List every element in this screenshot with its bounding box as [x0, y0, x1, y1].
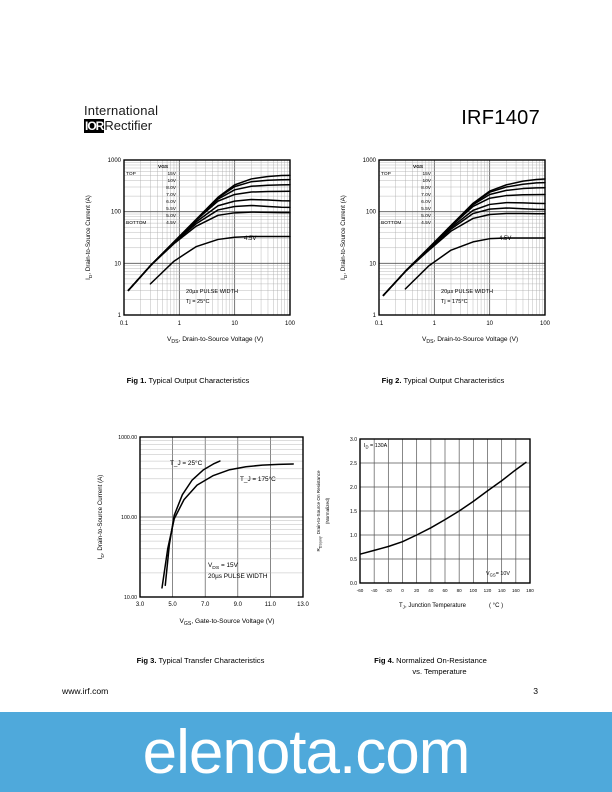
fig3-plot — [97, 435, 309, 627]
fig2-xtick: 1 — [432, 321, 437, 327]
fig2-legend-top: TOP — [381, 172, 391, 177]
fig1-annotation: Tj = 25°C — [186, 299, 210, 305]
fig1-legend-entry: 5.5V — [166, 207, 176, 212]
footer-page-number: 3 — [533, 686, 538, 696]
fig1-ytick: 1000 — [107, 158, 121, 164]
fig1-series — [128, 200, 290, 291]
fig1-xlabel: $V_{DS}$, Drain-to-Source Voltage (V) — [167, 336, 264, 345]
fig2-legend-entry: 5.5V — [421, 207, 431, 212]
fig4-xtick: -20 — [385, 588, 392, 593]
fig4-xtick: 80 — [456, 588, 462, 593]
logo-text-rectifier — [84, 118, 234, 134]
fig1-xtick: 10 — [231, 321, 239, 327]
fig4-caption-title2: vs. Temperature — [412, 667, 467, 676]
fig4-ylabel-line2: (Normalized) — [325, 497, 330, 525]
fig3-xtick: 3.0 — [135, 602, 145, 608]
watermark-text: elenota.com — [142, 717, 470, 787]
fig1-legend-entry: 7.0V — [166, 193, 176, 198]
fig2-annotation: 20µs PULSE WIDTH — [441, 289, 494, 295]
fig2-ylabel: $I_D$, Drain-to-Source Current (A) — [340, 195, 349, 280]
fig4-xtick: 180 — [526, 588, 534, 593]
fig3-xtick: 13.0 — [297, 602, 309, 608]
fig1-xtick: 0.1 — [119, 321, 129, 327]
fig3-chart — [88, 425, 313, 640]
fig1-series — [128, 175, 290, 290]
fig4-annotation-id: $I_D = 130A$ — [364, 443, 388, 450]
fig1-annotation: 20µs PULSE WIDTH — [186, 289, 239, 295]
fig3-xtick: 11.0 — [264, 602, 277, 608]
fig1-ylabel: $I_D$, Drain-to-Source Current (A) — [85, 195, 94, 280]
fig4-ylabel: $R_{DS(on)}$, Drain-to-Source On Resistance — [316, 470, 323, 552]
fig1-plot — [85, 158, 296, 345]
watermark-banner — [0, 712, 612, 792]
fig1-legend-entry: 4.5V — [166, 221, 176, 226]
fig4-chart — [308, 425, 543, 640]
fig2-xtick: 0.1 — [374, 321, 384, 327]
fig1-series — [128, 212, 290, 290]
fig4-xtick: -60 — [356, 588, 364, 593]
fig4-plot — [316, 437, 534, 610]
fig3-curve-label: T_J = 175°C — [240, 476, 276, 483]
fig2-legend-entry: 10V — [422, 179, 431, 184]
fig2-series — [383, 179, 545, 295]
fig4-xlabel-unit: ( °C ) — [489, 603, 504, 609]
fig2-legend-title: VGS — [413, 165, 424, 170]
fig4-xtick: 120 — [483, 588, 492, 593]
fig4-ytick: 1.5 — [350, 509, 357, 515]
fig2-legend-entry: 7.0V — [421, 193, 431, 198]
fig2-ytick: 10 — [369, 261, 376, 268]
fig2-plot — [340, 158, 551, 345]
fig3-ytick: 1000.00 — [118, 435, 137, 441]
fig2-legend-entry: 8.0V — [421, 186, 431, 191]
fig1-ytick: 10 — [114, 261, 121, 268]
fig1-xtick: 1 — [177, 321, 182, 327]
figure-2 — [333, 150, 553, 355]
logo-mark-ior: IOR — [85, 119, 104, 133]
fig4-ytick: 2.5 — [350, 461, 357, 467]
fig1-xtick: 100 — [284, 321, 296, 327]
fig2-legend-entry: 6.0V — [421, 200, 431, 205]
fig3-xlabel: $V_{GS}$, Gate-to-Source Voltage (V) — [179, 618, 275, 627]
fig2-caption — [333, 375, 553, 386]
fig2-series — [383, 214, 545, 296]
fig4-annotation-vgs: $V_{GS}= 10V$ — [486, 571, 510, 578]
fig2-xtick: 10 — [486, 321, 494, 327]
fig3-ylabel: $I_D$, Drain-to-Source Current (A) — [97, 474, 106, 560]
fig4-xtick: 20 — [414, 588, 420, 593]
fig1-legend-entry: 15V — [167, 172, 176, 177]
fig3-annotation-vds: $V_{DS} = 15V$ — [208, 562, 238, 571]
fig3-caption-label: Fig 3. — [136, 656, 157, 665]
fig3-caption-title: Typical Transfer Characteristics — [158, 656, 265, 665]
fig1-chart — [78, 150, 298, 355]
fig2-series — [383, 208, 545, 295]
fig1-legend-title: VGS — [158, 165, 169, 170]
fig4-ytick: 2.0 — [350, 485, 357, 491]
fig2-curve-label: 4.5V — [499, 236, 512, 242]
fig3-ytick: 10.00 — [124, 595, 137, 601]
fig1-legend-entry: 10V — [167, 179, 176, 184]
fig4-xtick: -40 — [370, 588, 378, 593]
fig4-xtick: 100 — [469, 588, 478, 593]
company-logo — [84, 104, 234, 134]
figure-3 — [88, 425, 313, 640]
fig4-ytick: 0.0 — [350, 581, 357, 587]
fig2-xtick: 100 — [539, 321, 551, 327]
fig1-legend-entry: 5.0V — [166, 214, 176, 219]
fig4-xtick: 40 — [428, 588, 434, 593]
fig4-ytick: 1.0 — [350, 533, 357, 539]
fig4-xlabel: $T_J$, Junction Temperature — [399, 603, 466, 610]
fig2-legend-entry: 5.0V — [421, 214, 431, 219]
fig3-xtick: 7.0 — [201, 602, 210, 608]
logo-text-international: International — [84, 103, 159, 118]
fig1-ytick: 100 — [110, 209, 121, 216]
fig2-caption-label: Fig 2. — [381, 376, 402, 385]
fig4-xtick: 160 — [511, 588, 520, 593]
fig1-curve-label: 4.5V — [244, 236, 257, 242]
fig2-chart — [333, 150, 553, 355]
fig3-xtick: 5.0 — [168, 602, 177, 608]
fig1-legend-entry: 8.0V — [166, 186, 176, 191]
fig4-xtick: 140 — [497, 588, 506, 593]
fig1-legend-entry: 6.0V — [166, 200, 176, 205]
fig1-legend-top: TOP — [126, 172, 136, 177]
fig2-legend-bottom: BOTTOM — [381, 221, 402, 226]
fig4-xtick: 0 — [401, 588, 404, 593]
fig4-xtick: 60 — [442, 588, 448, 593]
fig1-caption-label: Fig 1. — [126, 376, 147, 385]
fig2-legend-entry: 15V — [422, 172, 431, 177]
figure-1 — [78, 150, 298, 355]
fig4-caption-label: Fig 4. — [374, 656, 394, 665]
fig1-legend-bottom: BOTTOM — [126, 221, 147, 226]
fig2-caption-title: Typical Output Characteristics — [403, 376, 505, 385]
fig2-xlabel: $V_{DS}$, Drain-to-Source Voltage (V) — [422, 336, 519, 345]
fig2-ytick: 100 — [365, 209, 376, 216]
logo-rectifier-word: Rectifier — [104, 118, 153, 133]
fig4-ytick: 3.0 — [350, 437, 357, 443]
fig1-caption — [78, 375, 298, 386]
fig4-caption — [318, 655, 543, 677]
fig1-ytick: 1 — [117, 313, 121, 319]
fig3-xtick: 9.0 — [233, 602, 242, 608]
fig3-annotation-pulse: 20µs PULSE WIDTH — [208, 573, 268, 580]
fig2-legend-entry: 4.5V — [421, 221, 431, 226]
fig3-ytick: 100.00 — [121, 515, 137, 521]
fig3-caption — [88, 655, 313, 666]
page-title: IRF1407 — [461, 107, 540, 129]
fig4-ytick: 0.5 — [350, 557, 357, 563]
fig2-series — [383, 188, 545, 296]
figure-4 — [308, 425, 543, 640]
fig2-annotation: Tj = 175°C — [441, 299, 468, 305]
fig2-ytick: 1 — [372, 313, 376, 319]
fig2-ytick: 1000 — [362, 158, 376, 164]
fig3-curve-label: T_J = 25°C — [170, 460, 203, 467]
fig2-series — [383, 183, 545, 296]
footer-url[interactable]: www.irf.com — [62, 686, 109, 696]
fig4-caption-title: Normalized On-Resistance — [396, 656, 487, 665]
fig1-caption-title: Typical Output Characteristics — [148, 376, 250, 385]
